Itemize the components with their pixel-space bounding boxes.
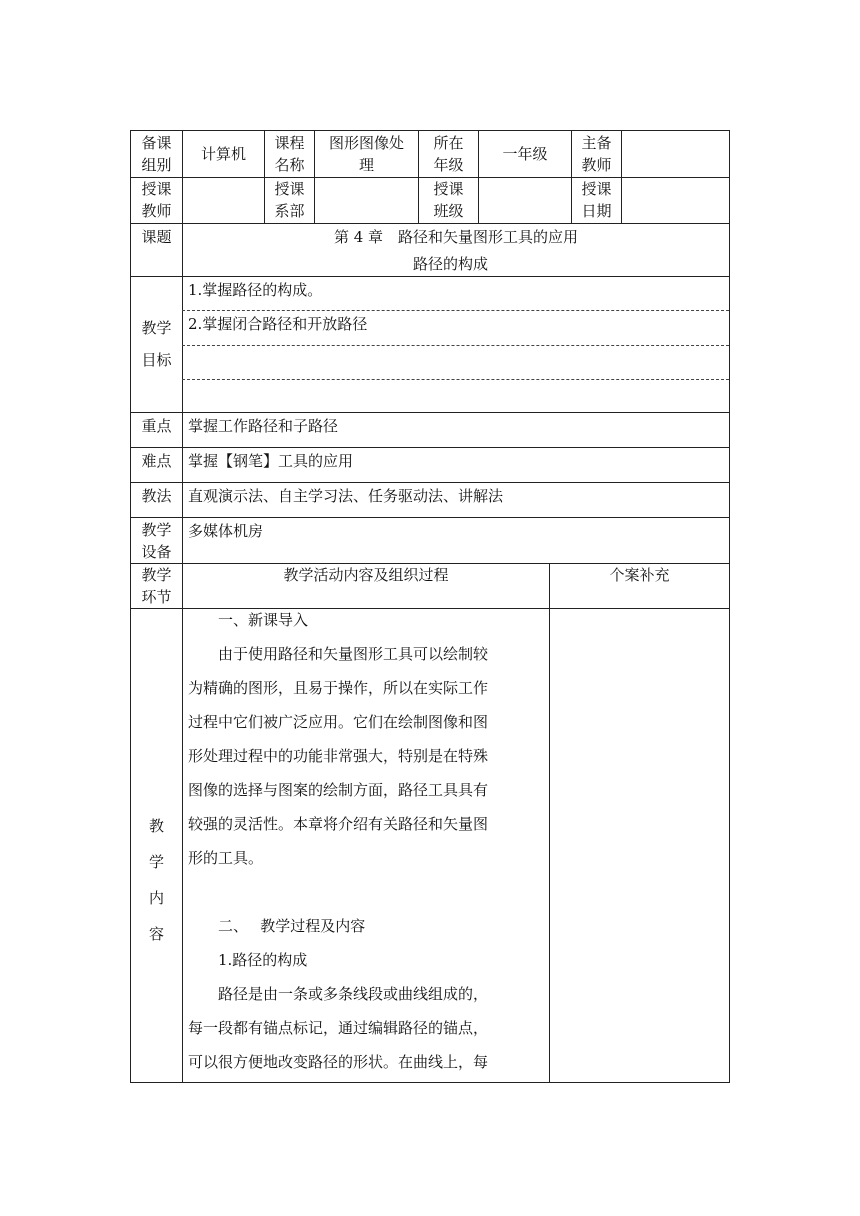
content-line: [188, 875, 548, 909]
supplement-col-divider: [549, 563, 550, 1083]
row-divider: [130, 412, 730, 413]
objective-divider: [182, 310, 729, 311]
label-equipment: 教学 设备: [141, 521, 172, 561]
row-divider: [130, 482, 730, 483]
content-body: [188, 603, 548, 1079]
row-divider: [130, 447, 730, 448]
label-course-name: 课程 名称: [274, 134, 305, 174]
header-activity-content: 教学活动内容及组织过程: [283, 566, 449, 584]
label-grade: 所在 年级: [433, 134, 464, 174]
label-method: 教法: [141, 487, 172, 505]
value-method: 直观演示法、自主学习法、任务驱动法、讲解法: [188, 487, 504, 505]
topic-subtitle: 路径的构成: [413, 255, 489, 273]
content-line: 路径是由一条或多条线段或曲线组成的，: [188, 985, 489, 1003]
row-divider: [130, 276, 730, 277]
label-class: 授课 班级: [433, 180, 464, 220]
label-difficulty: 难点: [141, 452, 172, 470]
content-line: 可以很方便地改变路径的形状。在曲线上，每: [188, 1053, 489, 1071]
label-teaching-stage: 教学 环节: [141, 566, 172, 606]
content-line: 每一段都有锚点标记，通过编辑路径的锚点，: [188, 1019, 489, 1037]
objective-divider: [182, 345, 729, 346]
value-grade: 一年级: [502, 145, 548, 163]
label-objectives: 教学 目标: [141, 319, 172, 369]
content-line: 一、新课导入: [188, 611, 309, 629]
label-key-point: 重点: [141, 417, 172, 435]
value-course-name: 图形图像处 理: [328, 134, 404, 174]
content-line: 图像的选择与图案的绘制方面，路径工具具有: [188, 781, 489, 799]
topic-title: 第 4 章 路径和矢量图形工具的应用: [333, 228, 579, 246]
label-teaching-content: 教 学 内 容: [148, 817, 164, 943]
content-line: 较强的灵活性。本章将介绍有关路径和矢量图: [188, 815, 489, 833]
content-line: 由于使用路径和矢量图形工具可以绘制较: [188, 645, 489, 663]
header-supplement: 个案补充: [609, 566, 670, 584]
value-equipment: 多媒体机房: [188, 522, 264, 540]
label-date: 授课 日期: [581, 180, 612, 220]
content-line: 1.路径的构成: [188, 951, 308, 969]
value-difficulty: 掌握【钢笔】工具的应用: [188, 452, 354, 470]
value-prep-group: 计算机: [200, 145, 246, 163]
value-key-point: 掌握工作路径和子路径: [188, 417, 339, 435]
label-teacher: 授课 教师: [141, 180, 172, 220]
content-line: 过程中它们被广泛应用。它们在绘制图像和图: [188, 713, 489, 731]
content-line: 为精确的图形，且易于操作，所以在实际工作: [188, 679, 489, 697]
row-divider: [130, 517, 730, 518]
label-prep-group: 备课 组别: [141, 134, 172, 174]
table-border-bottom: [130, 1082, 730, 1083]
label-topic: 课题: [141, 228, 172, 246]
objective-divider: [182, 379, 729, 380]
col-divider: [621, 130, 622, 223]
objective-item: 1.掌握路径的构成。: [188, 281, 323, 299]
objective-item: 2.掌握闭合路径和开放路径: [188, 315, 368, 333]
content-line: 形的工具。: [188, 849, 264, 867]
label-department: 授课 系部: [274, 180, 305, 220]
table-border-top: [130, 130, 730, 131]
label-col-divider: [182, 223, 183, 1083]
table-border-right: [729, 130, 730, 1083]
row-divider: [130, 223, 730, 224]
content-line: 二、 教学过程及内容: [188, 917, 366, 935]
label-lead-teacher: 主备 教师: [581, 134, 612, 174]
content-line: 形处理过程中的功能非常强大，特别是在特殊: [188, 747, 489, 765]
